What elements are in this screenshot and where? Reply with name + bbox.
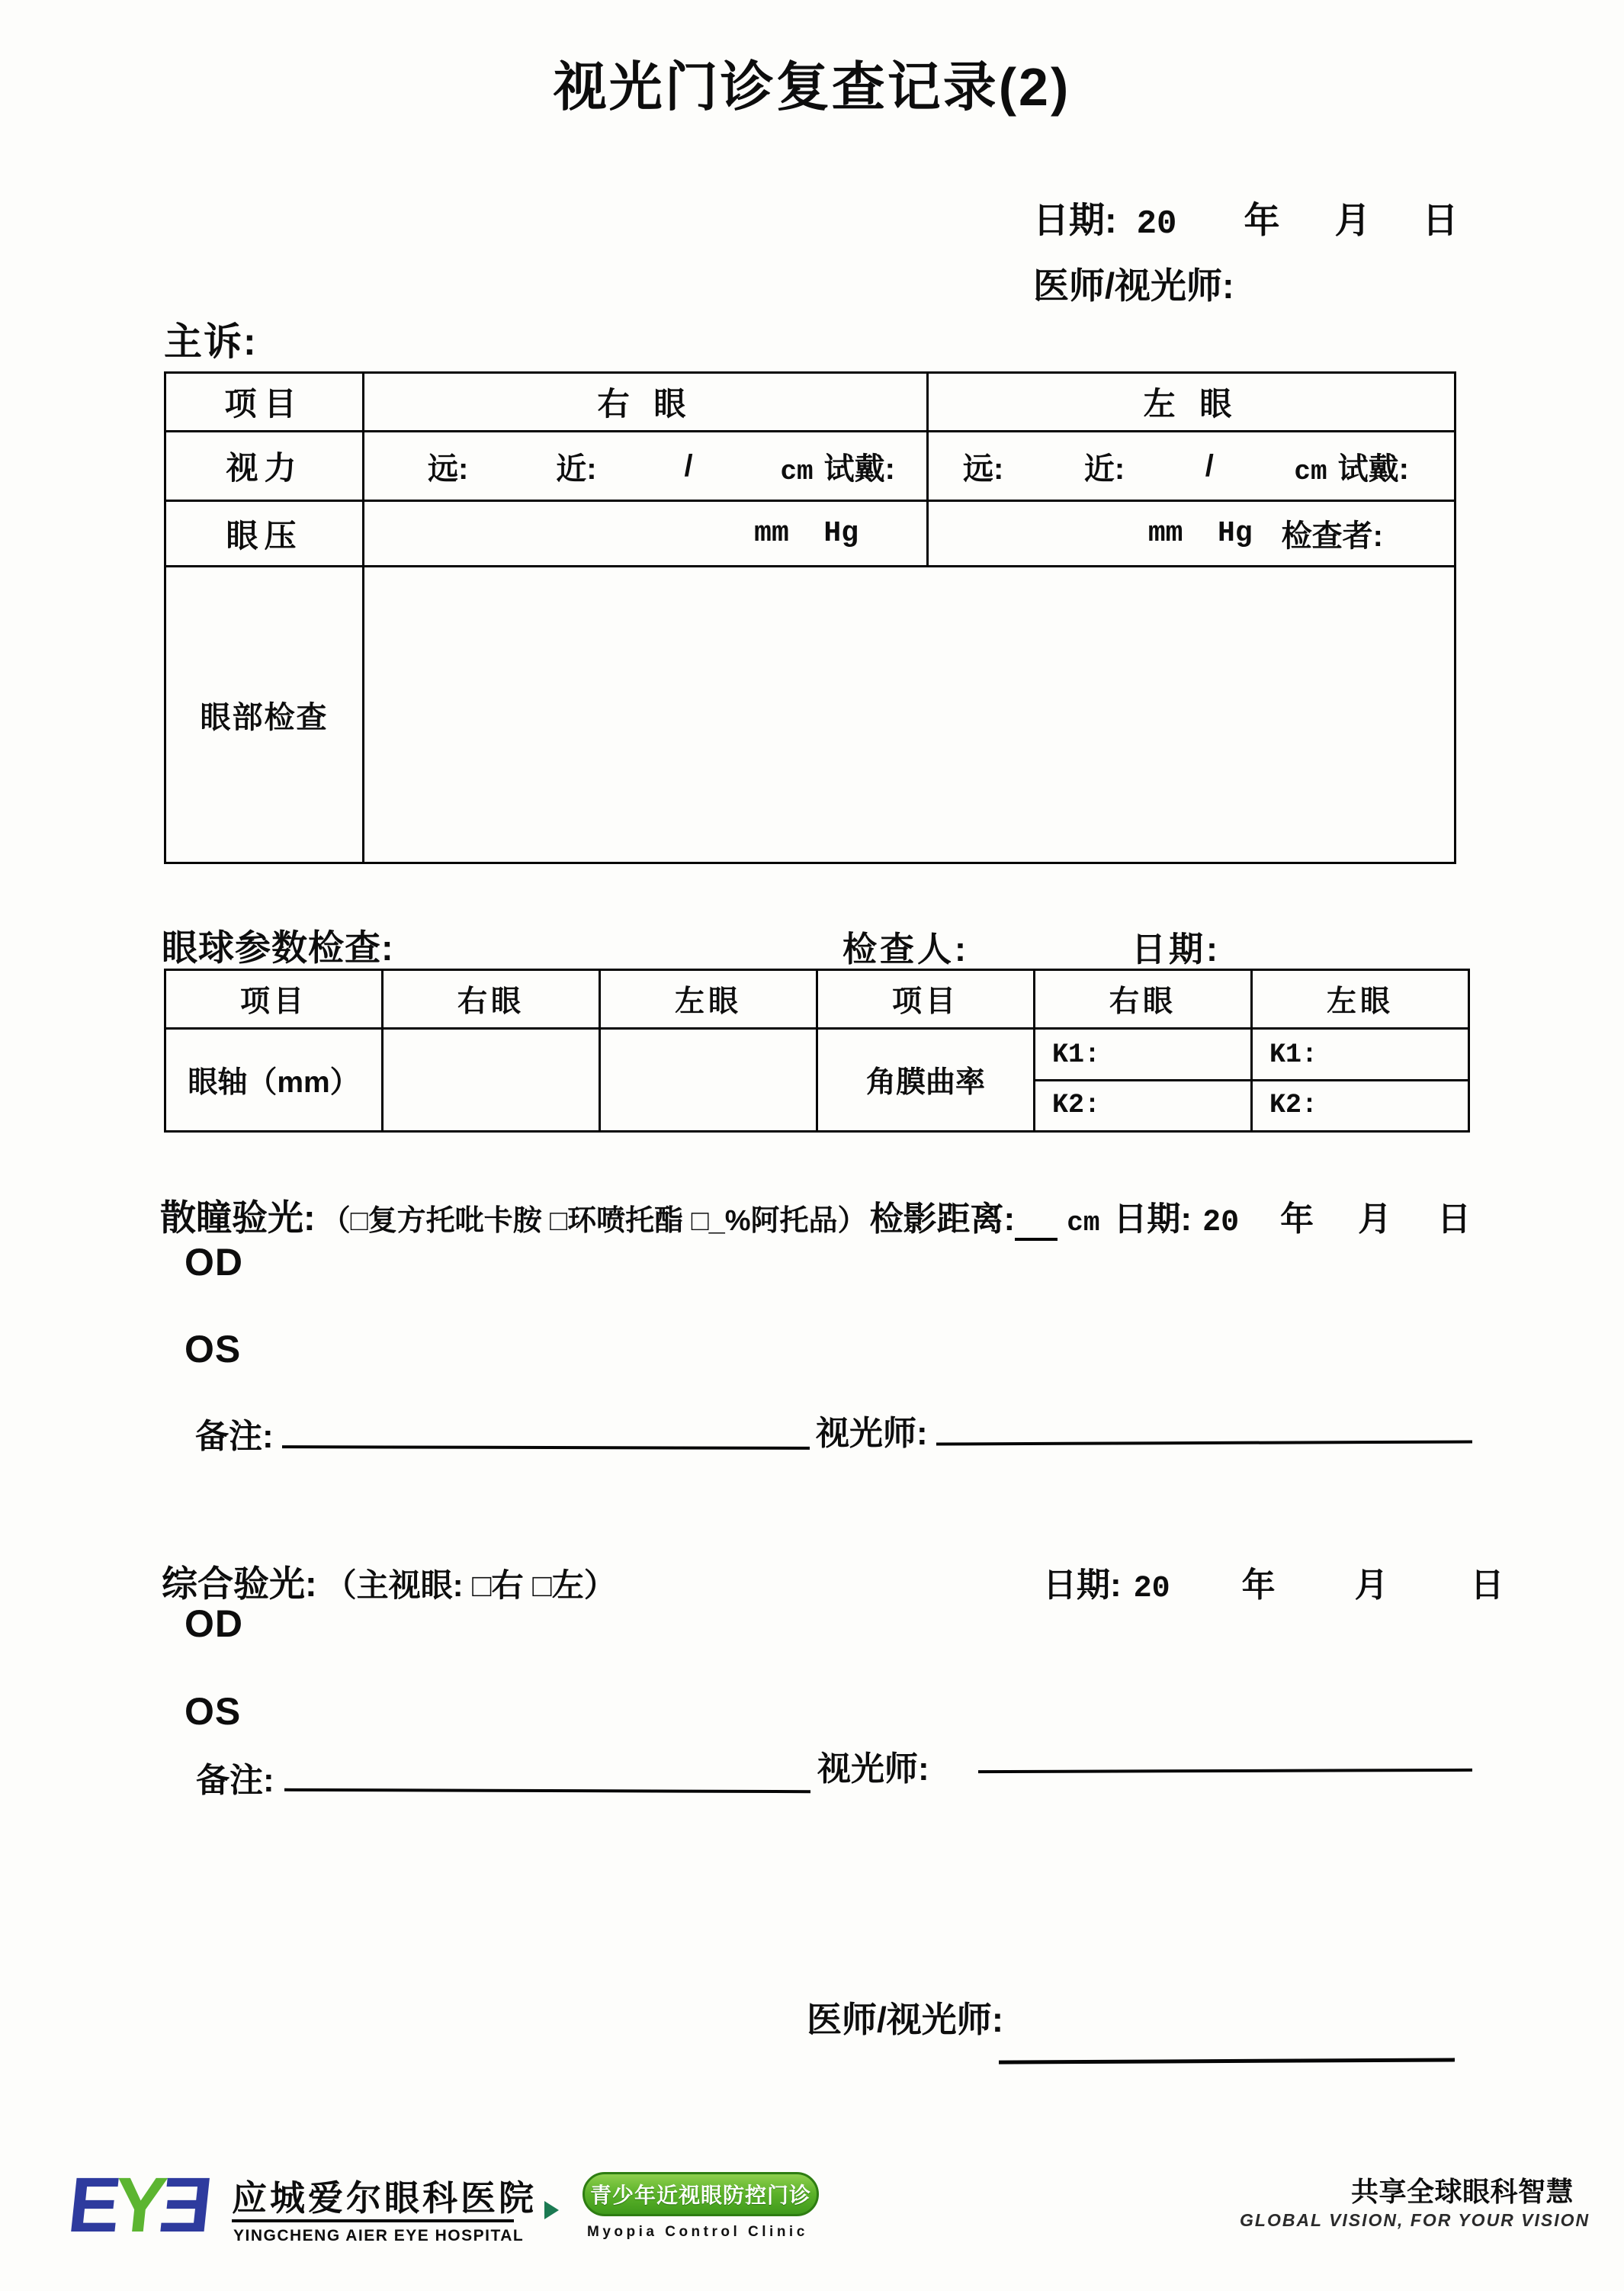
day-label: 日 [1437,1200,1472,1238]
cm-unit: cm [780,455,814,487]
chief-complaint-label: 主诉: [164,320,258,363]
date-label: 日期: [1033,200,1117,240]
year-label: 年 [1244,200,1280,240]
comprehensive-os-label: OS [185,1690,242,1733]
month-label: 月 [1354,1566,1388,1604]
t1-col-right-eye: 右 眼 [364,373,928,432]
slogan-en: GLOBAL VISION, FOR YOUR VISION [1240,2210,1590,2230]
logo-letter-y: Y [110,2161,172,2248]
footer-arrow-icon [544,2201,559,2219]
corneal-curvature-label: 角膜曲率 [817,1029,1035,1132]
params-examiner-label: 检查人: [842,930,969,969]
params-date-label: 日期: [1131,930,1221,969]
slash: / [684,448,693,483]
dilation-label: 散瞳验光: [160,1197,316,1238]
mmhg-unit: mm Hg [754,517,859,550]
dilation-date-label: 日期: [1113,1200,1192,1238]
vision-left-eye-cell [928,432,1456,501]
badge-text-cn: 青少年近视眼防控门诊 [589,2183,811,2207]
month-label: 月 [1358,1200,1392,1238]
comprehensive-optometrist-write-line [978,1769,1472,1773]
header-date-line [1033,192,1458,243]
pressure-row-label: 眼压 [165,501,364,567]
eye-parameters-title: 眼球参数检查: [162,927,394,968]
signature-write-line [999,2058,1455,2064]
curvature-right-eye-cell [1035,1029,1252,1132]
near-label: 近: [556,451,597,486]
pressure-right-eye-cell [364,501,928,567]
vision-row-label: 视力 [165,432,364,501]
table-header-row [165,373,1456,432]
pressure-row [165,501,1456,567]
dilation-od-label: OD [185,1241,243,1284]
t2-col-item-2: 项目 [817,970,1035,1029]
t1-col-item: 项目 [165,373,364,432]
vision-right-eye-cell [364,432,928,501]
dilation-optometrist-label: 视光师: [816,1415,928,1452]
day-label: 日 [1422,200,1459,240]
eye-exam-table [164,371,1456,864]
params-data-row [165,1029,1469,1132]
k2-label: K2: [1052,1090,1101,1121]
eye-exam-row-label: 眼部检查 [165,567,364,863]
dilation-remark-label: 备注: [195,1418,274,1455]
logo-letter-e-mirrored: E [156,2161,217,2248]
tryon-label: 试戴: [1337,451,1409,486]
axial-left-eye-cell [600,1029,817,1132]
eye-parameters-table [164,969,1470,1133]
far-label: 远: [963,451,1004,486]
comprehensive-refraction-line [162,1556,616,1607]
params-header-row [165,970,1469,1029]
examiner-label: 检查者: [1281,519,1383,553]
retinoscopy-distance-label: 检影距离: [869,1200,1016,1238]
page-title: 视光门诊复查记录(2) [553,57,1071,117]
dilation-remark-write-line [282,1445,810,1450]
hospital-name-underline [232,2219,514,2222]
hospital-name-cn: 应城爱尔眼科医院 [232,2178,537,2218]
axial-length-label: 眼轴（mm） [165,1029,383,1132]
slogan-cn: 共享全球眼科智慧 [1351,2176,1574,2207]
far-label: 远: [428,451,469,486]
eye-exam-write-area [364,567,1456,863]
date-century: 20 [1136,205,1177,243]
t2-col-left-1: 左眼 [600,970,817,1029]
comprehensive-optometrist-label: 视光师: [817,1750,929,1788]
badge-text-en: Myopia Control Clinic [587,2224,808,2240]
near-label: 近: [1083,451,1125,486]
dilation-refraction-line [160,1190,1471,1241]
t1-col-left-eye: 左 眼 [928,373,1456,432]
k1-label: K1: [1035,1030,1250,1081]
comp-date-century: 20 [1133,1572,1170,1606]
comprehensive-remark-label: 备注: [196,1762,274,1799]
month-label: 月 [1334,200,1371,240]
dilation-date-century: 20 [1202,1206,1240,1240]
slash: / [1205,448,1214,483]
k1-label: K1: [1253,1030,1468,1081]
vision-row [165,432,1456,501]
comprehensive-od-label: OD [185,1602,243,1645]
t2-col-right-2: 右眼 [1035,970,1252,1029]
axial-right-eye-cell [383,1029,600,1132]
comp-date-label: 日期: [1043,1566,1122,1604]
t2-col-item-1: 项目 [165,970,383,1029]
cm-unit: cm [1294,455,1327,487]
aier-eye-logo [64,2161,217,2248]
myopia-clinic-badge [583,2172,819,2216]
mmhg-unit: mm Hg [1147,517,1253,550]
signature-doctor-optometrist-label: 医师/视光师: [807,2000,1004,2039]
comprehensive-remark-write-line [284,1788,810,1793]
doctor-optometrist-label: 医师/视光师: [1033,265,1234,306]
curvature-left-eye-cell [1252,1029,1469,1132]
year-label: 年 [1241,1566,1276,1604]
dilation-os-label: OS [185,1328,242,1370]
eye-exam-row [165,567,1456,863]
k2-label: K2: [1269,1090,1318,1121]
t2-col-right-1: 右眼 [383,970,600,1029]
tryon-label: 试戴: [823,451,895,486]
day-label: 日 [1470,1566,1504,1604]
pressure-left-eye-cell [928,501,1456,567]
cm-unit: cm [1067,1207,1100,1239]
comprehensive-label: 综合验光: [162,1563,317,1604]
dilation-optometrist-write-line [936,1440,1472,1445]
t2-col-left-2: 左眼 [1252,970,1469,1029]
distance-fill-line [1015,1205,1058,1241]
hospital-name-en: YINGCHENG AIER EYE HOSPITAL [233,2227,525,2244]
comprehensive-date-line [1043,1557,1504,1606]
year-label: 年 [1280,1200,1314,1238]
dilation-drug-options: （□复方托吡卡胺 □环喷托酯 □_%阿托品） [321,1205,867,1237]
dominant-eye-options: （主视眼: □右 □左） [324,1567,616,1603]
logo-letter-e: E [64,2161,126,2248]
